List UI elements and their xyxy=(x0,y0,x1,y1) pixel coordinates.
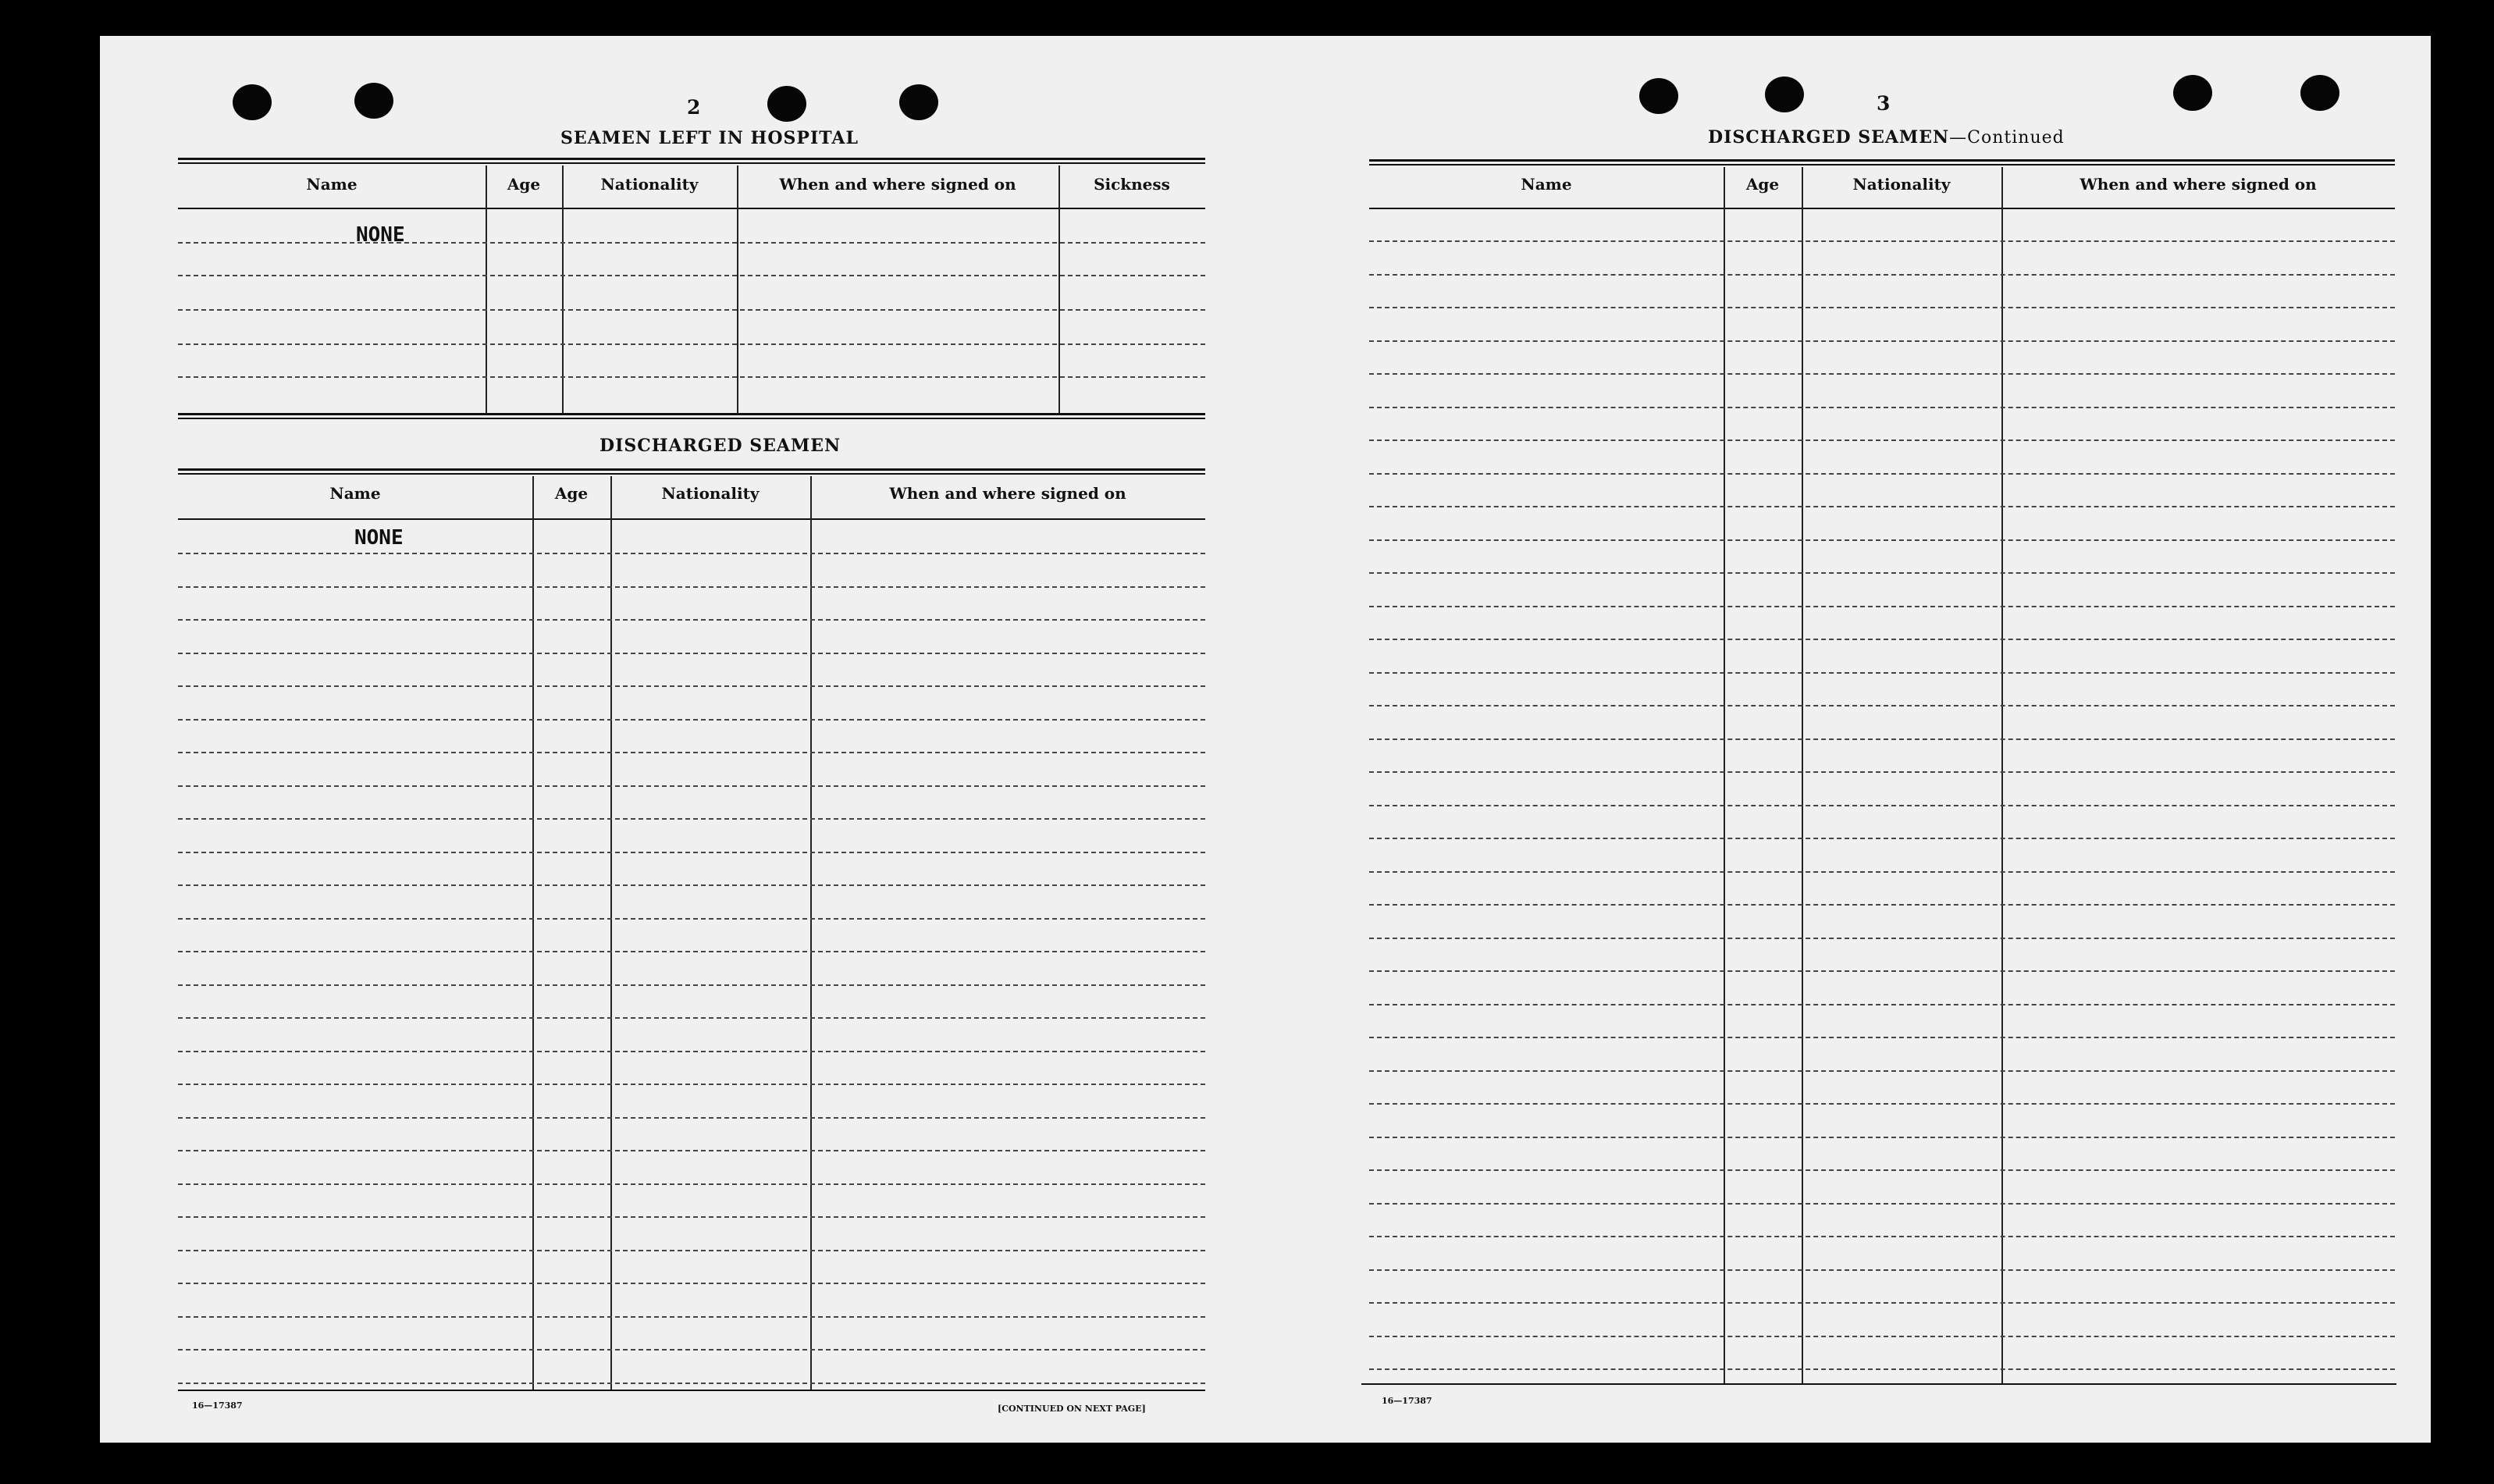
row-line xyxy=(1369,373,2395,375)
right-col-divider xyxy=(1724,167,1725,1383)
row-line xyxy=(178,1383,1205,1384)
row-line xyxy=(178,1216,1205,1218)
hospital-col-sickness: Sickness xyxy=(1094,175,1170,194)
discharged-col-divider xyxy=(810,476,812,1390)
discharged-section-title: DISCHARGED SEAMEN xyxy=(599,436,841,456)
row-line xyxy=(178,1051,1205,1052)
row-line xyxy=(1369,838,2395,839)
row-line xyxy=(1369,904,2395,906)
row-line xyxy=(178,1150,1205,1151)
right-section-title-suffix: —Continued xyxy=(1949,128,2065,148)
row-line xyxy=(1369,1004,2395,1005)
punch-hole xyxy=(1765,77,1804,112)
row-line xyxy=(178,1017,1205,1019)
row-line xyxy=(178,619,1205,621)
row-line xyxy=(178,884,1205,886)
hospital-header-rule xyxy=(178,208,1205,209)
punch-hole xyxy=(1639,78,1678,114)
right-table-top-rule xyxy=(1369,159,2395,165)
row-line xyxy=(178,951,1205,952)
hospital-row-line xyxy=(178,309,1205,311)
row-line xyxy=(1369,1302,2395,1304)
row-line xyxy=(1369,506,2395,507)
row-line xyxy=(178,1183,1205,1185)
page-number-left: 2 xyxy=(687,96,701,119)
row-line xyxy=(178,984,1205,986)
row-line xyxy=(1369,606,2395,607)
row-line xyxy=(1369,639,2395,640)
row-line xyxy=(1369,1070,2395,1072)
row-line xyxy=(178,553,1205,554)
row-line xyxy=(1369,1336,2395,1337)
right-col-divider xyxy=(2001,167,2003,1383)
right-col-divider xyxy=(1802,167,1803,1383)
row-line xyxy=(1369,340,2395,342)
row-line xyxy=(178,1117,1205,1119)
right-col-signed-on: When and where signed on xyxy=(2080,175,2317,194)
row-line xyxy=(1369,1203,2395,1205)
row-line xyxy=(1369,1169,2395,1171)
discharged-table-top-rule xyxy=(178,468,1205,475)
hospital-table-top-rule xyxy=(178,158,1205,164)
discharged-col-age: Age xyxy=(554,484,589,503)
punch-hole xyxy=(767,86,806,122)
row-line xyxy=(178,818,1205,820)
row-line xyxy=(1369,738,2395,740)
row-line xyxy=(1369,240,2395,242)
row-line xyxy=(1369,274,2395,276)
row-line xyxy=(178,785,1205,787)
discharged-table-bottom-rule xyxy=(178,1390,1205,1391)
row-line xyxy=(178,653,1205,654)
row-line xyxy=(1369,407,2395,408)
right-table-bottom-rule xyxy=(1361,1383,2396,1385)
row-line xyxy=(1369,871,2395,873)
hospital-col-age: Age xyxy=(507,175,541,194)
row-line xyxy=(1369,672,2395,674)
punch-hole xyxy=(899,84,938,120)
row-line xyxy=(1369,572,2395,574)
row-line xyxy=(1369,1037,2395,1038)
right-section-title xyxy=(1708,127,2065,148)
page-number-right: 3 xyxy=(1877,92,1891,115)
hospital-col-name: Name xyxy=(306,175,358,194)
row-line xyxy=(1369,1236,2395,1237)
punch-hole xyxy=(2300,75,2339,111)
right-section-title-main: DISCHARGED SEAMEN xyxy=(1708,127,1950,148)
row-line xyxy=(1369,938,2395,939)
row-line xyxy=(1369,1368,2395,1370)
discharged-col-divider xyxy=(532,476,534,1390)
discharged-col-signed-on: When and where signed on xyxy=(889,484,1126,503)
row-line xyxy=(1369,1269,2395,1271)
row-line xyxy=(1369,473,2395,475)
hospital-row-line xyxy=(178,275,1205,276)
right-col-nationality: Nationality xyxy=(1852,175,1951,194)
row-line xyxy=(1369,539,2395,541)
discharged-col-name: Name xyxy=(329,484,381,503)
discharged-entry-name: NONE xyxy=(354,526,404,550)
row-line xyxy=(178,1283,1205,1284)
right-header-rule xyxy=(1369,208,2395,209)
hospital-entry-name: NONE xyxy=(356,223,405,247)
row-line xyxy=(1369,440,2395,441)
row-line xyxy=(178,685,1205,687)
continued-note: [CONTINUED ON NEXT PAGE] xyxy=(998,1404,1146,1414)
hospital-row-line xyxy=(178,343,1205,345)
document-sheet xyxy=(100,36,2431,1443)
row-line xyxy=(178,719,1205,721)
hospital-row-line xyxy=(178,376,1205,378)
row-line xyxy=(1369,1137,2395,1138)
row-line xyxy=(178,1316,1205,1318)
hospital-table-bottom-rule xyxy=(178,413,1205,419)
row-line xyxy=(1369,805,2395,806)
hospital-section-title: SEAMEN LEFT IN HOSPITAL xyxy=(560,128,859,148)
punch-hole xyxy=(2173,75,2212,111)
row-line xyxy=(178,852,1205,853)
row-line xyxy=(178,1349,1205,1351)
row-line xyxy=(1369,771,2395,773)
form-number-right: 16—17387 xyxy=(1382,1396,1432,1406)
row-line xyxy=(1369,307,2395,308)
row-line xyxy=(178,918,1205,920)
row-line xyxy=(178,586,1205,588)
hospital-col-nationality: Nationality xyxy=(600,175,699,194)
row-line xyxy=(178,1084,1205,1085)
form-number-left: 16—17387 xyxy=(192,1400,243,1411)
punch-hole xyxy=(354,83,393,119)
hospital-col-signed-on: When and where signed on xyxy=(779,175,1016,194)
right-col-age: Age xyxy=(1745,175,1780,194)
discharged-col-nationality: Nationality xyxy=(661,484,760,503)
discharged-header-rule xyxy=(178,518,1205,520)
discharged-col-divider xyxy=(610,476,612,1390)
punch-hole xyxy=(233,84,272,120)
row-line xyxy=(1369,705,2395,706)
hospital-row-line xyxy=(178,242,1205,244)
right-col-name: Name xyxy=(1521,175,1572,194)
row-line xyxy=(1369,970,2395,972)
row-line xyxy=(1369,1103,2395,1105)
row-line xyxy=(178,1250,1205,1251)
row-line xyxy=(178,752,1205,753)
